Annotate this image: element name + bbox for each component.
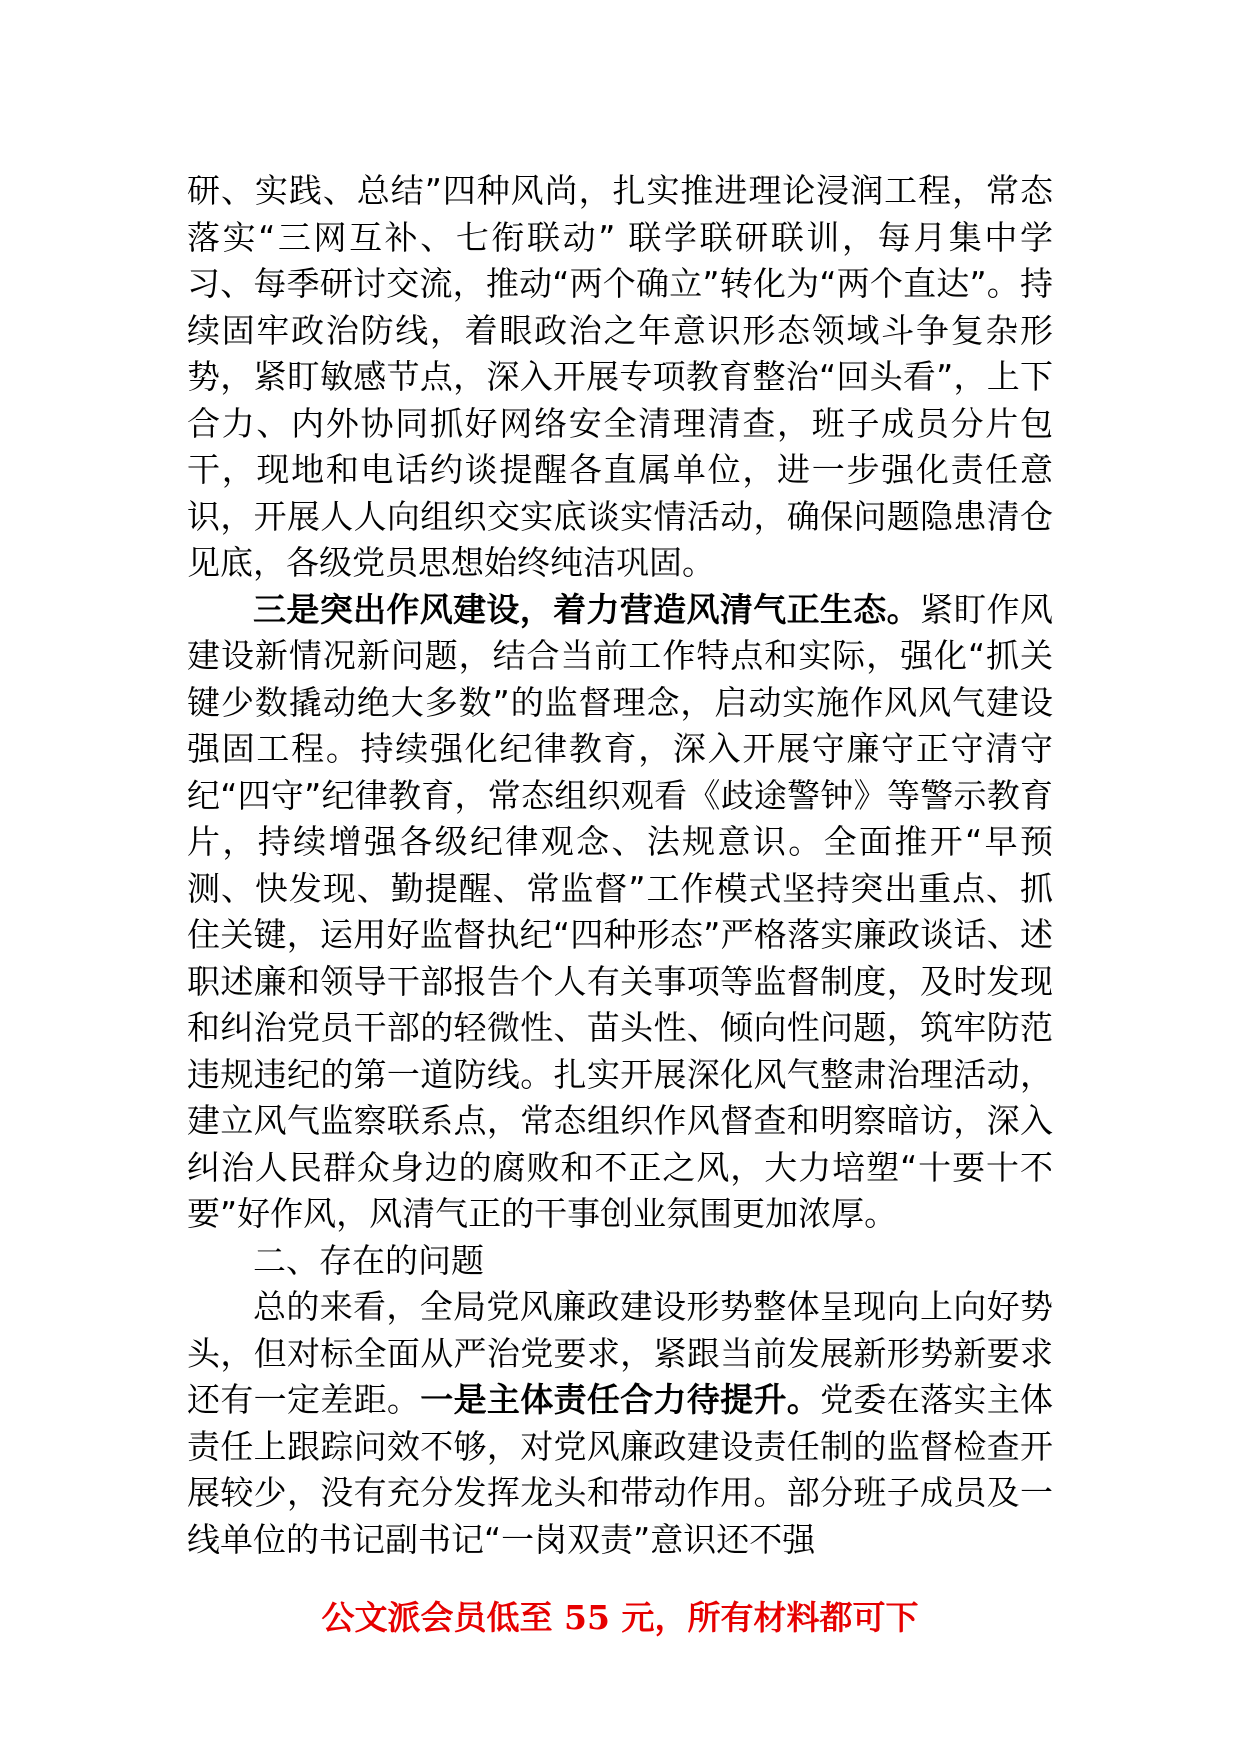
footer-promo-text: 公文派会员低至 55 元，所有材料都可下 (321, 1598, 919, 1637)
paragraph-2 (187, 587, 1053, 1238)
paragraph-2-lead: 三是突出作风建设，着力营造风清气正生态。 (253, 589, 920, 629)
paragraph-3-bold: 一是主体责任合力待提升。 (420, 1380, 821, 1419)
paragraph-3-end: 党委在落实主体责任上跟踪问效不够，对党风廉政建设责任制的监督检查开展较少，没有充分发挥龙头和带动作用。部分班子成员及一线单位的书记副书记“一岗双责”意识还不强 (187, 1380, 1054, 1559)
paragraph-2-body: 紧盯作风建设新情况新问题，结合当前工作特点和实际，强化“抓关键少数撬动绝大多数”的监督理念，启动实施作风风气建设强固工程。持续强化纪律教育，深入开展守廉守正守清守纪“四守”纪律教育，常态组织观看《歧途警钟》等警示教育片，持续增强各级纪律观念、法规意识。全面推开“早预测、快发现、勤提醒、常监督”工作模式坚持突出重点、抓住关键，运用好监督执纪“四种形态”严格落实廉政谈话、述职述廉和领导干部报告个人有关事项等监督制度，及时发现和纠治党员干部的轻微性、苗头性、倾向性问题，筑牢防范违规违纪的第一道防线。扎实开展深化风气整肃治理活动，建立风气监察联系点，常态组织作风督查和明察暗访，深入纠治人民群众身边的腐败和不正之风，大力培塑“十要十不要”好作风，风清气正的干事创业氛围更加浓厚。 (187, 589, 1054, 1233)
section-heading-problems: 二、存在的问题 (253, 1240, 484, 1280)
paragraph-3-start: 总的来看，全局党风廉政建设形势整体呈现向上向好势头，但对标全面从严治党要求，紧跟当前发展新形势新要求还有一定差距。 (187, 1287, 1053, 1419)
paragraph-1: 研、实践、总结”四种风尚，扎实推进理论浸润工程，常态落实“三网互补、七衔联动” 联学联研联训，每月集中学习、每季研讨交流，推动“两个确立”转化为“两个直达”。持续固牢政治防线，着眼政治之年意识形态领域斗争复杂形势，紧盯敏感节点，深入开展专项教育整治“回头看”，上下合力、内外协同抓好网络安全清理清查，班子成员分片包干，现地和电话约谈提醒各直属单位，进一步强化责任意识，开展人人向组织交实底谈实情活动，确保问题隐患清仓见底，各级党员思想始终纯洁巩固。 (187, 171, 1053, 582)
document-body (187, 168, 1053, 1563)
paragraph-3 (187, 1284, 1053, 1563)
